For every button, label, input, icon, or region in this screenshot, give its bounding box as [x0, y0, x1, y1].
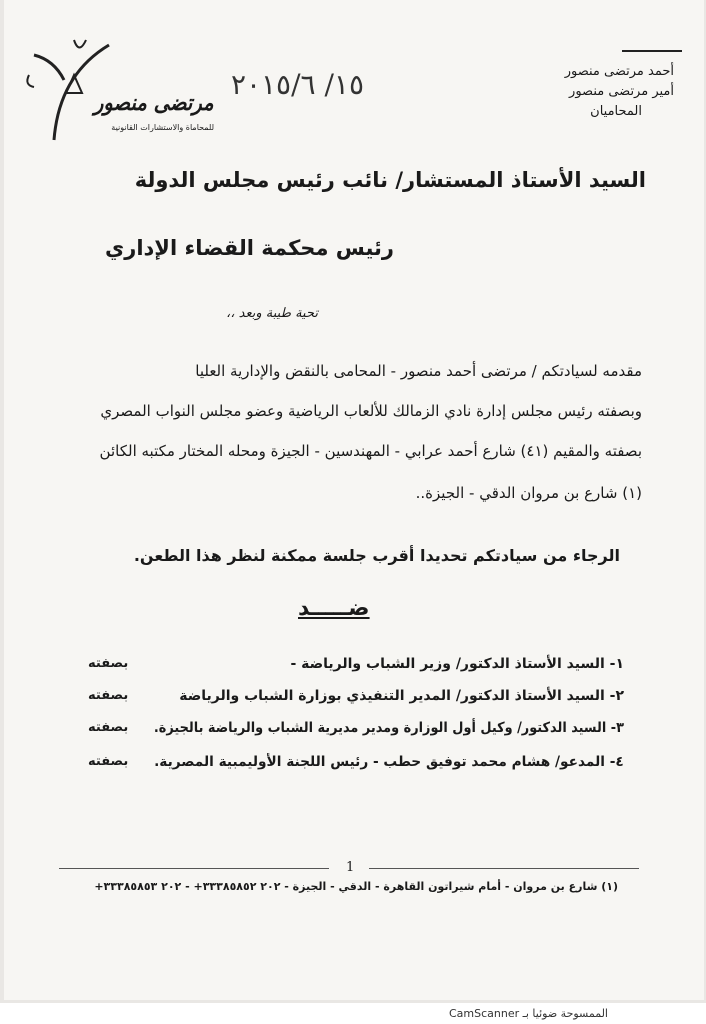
defendant-3: ٣- السيد الدكتور/ وكيل أول الوزارة ومدير مديرية الشباب والرياضة بالجيزة. [153, 720, 624, 736]
defendant-3-capacity: بصفته [88, 720, 129, 735]
defendant-1-capacity: بصفته [88, 656, 129, 671]
lawyers-title: المحاميان [590, 104, 642, 119]
scanner-watermark: الممسوحة ضوئيا بـ CamScanner [448, 1007, 608, 1020]
addressee-line-2: رئيس محكمة القضاء الإداري [105, 236, 394, 260]
body-line-3: بصفته والمقيم (٤١) شارع أحمد عرابي - المهندسين - الجيزة ومحله المختار مكتبه الكائن [99, 442, 642, 460]
addressee-line-1: السيد الأستاذ المستشار/ نائب رئيس مجلس الدولة [134, 168, 646, 192]
logo-name: مرتضى منصور [94, 91, 214, 116]
scanner-bar [0, 1003, 706, 1024]
defendant-4: ٤- المدعو/ هشام محمد توفيق حطب - رئيس اللجنة الأوليمبية المصرية. [154, 754, 624, 770]
page-number: 1 [346, 860, 355, 875]
handwritten-date: ١٥/ ٢٠١٥/٦ [230, 68, 364, 101]
against-heading: ضـــــد [298, 596, 370, 621]
defendant-4-capacity: بصفته [88, 754, 129, 769]
lawyer-name-1: أحمد مرتضى منصور [564, 64, 674, 79]
body-line-4: (١) شارع بن مروان الدقي - الجيزة.. [415, 484, 642, 502]
request: الرجاء من سيادتكم تحديدا أقرب جلسة ممكنة لنظر هذا الطعن. [133, 546, 620, 565]
logo [14, 35, 214, 145]
greeting: تحية طيبة وبعد ،، [226, 306, 318, 321]
defendant-2: ٢- السيد الأستاذ الدكتور/ المدير التنفيذي بوزارة الشباب والرياضة [179, 688, 624, 704]
defendant-1: ١- السيد الأستاذ الدكتور/ وزير الشباب والرياضة - [290, 656, 624, 672]
footer-address: (١) شارع بن مروان - أمام شيراتون القاهرة - الدقي - الجيزة - ٢٠٢ ٣٣٣٨٥٨٥٢+ - ٢٠٢ ٣٣٣٨٥٨٥٣+ [94, 880, 618, 893]
document-page [4, 0, 704, 1000]
body-line-1: مقدمه لسيادتكم / مرتضى أحمد منصور - المحامى بالنقض والإدارية العليا [195, 362, 642, 380]
logo-subtitle: للمحاماة والاستشارات القانونية [111, 123, 214, 132]
lawyer-name-2: أمير مرتضى منصور [569, 84, 674, 99]
defendant-2-capacity: بصفته [88, 688, 129, 703]
body-line-2: وبصفته رئيس مجلس إدارة نادي الزمالك للألعاب الرياضية وعضو مجلس النواب المصري [100, 402, 642, 420]
